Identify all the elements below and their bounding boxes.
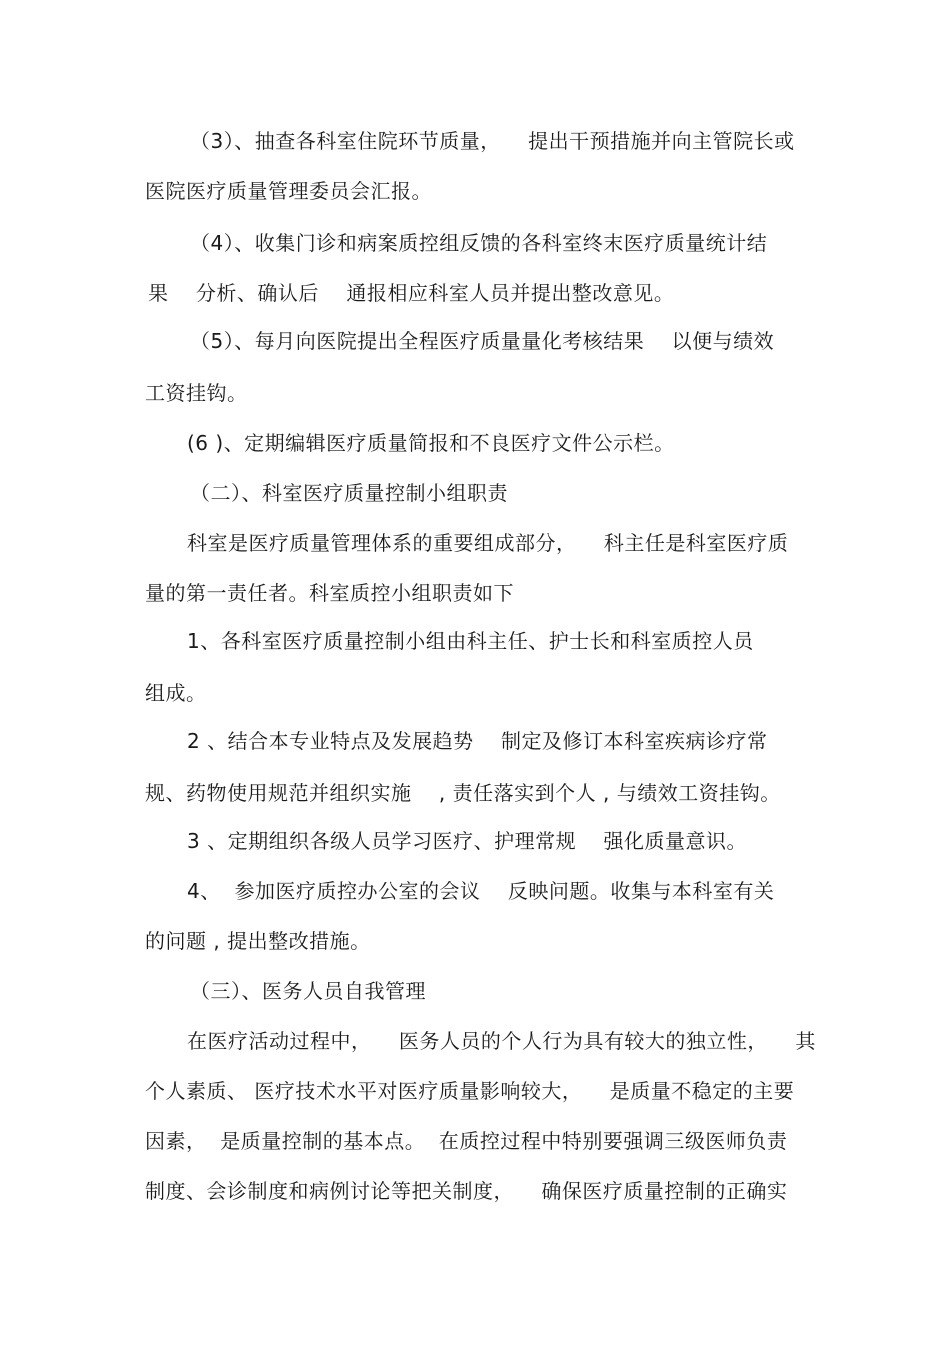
section-heading: （二）、科室医疗质量控制小组职责 [190, 481, 508, 505]
paragraph-line: （5）、每月向医院提出全程医疗质量量化考核结果 以便与绩效 [190, 329, 775, 353]
paragraph-line: (6 )、定期编辑医疗质量简报和不良医疗文件公示栏。 [187, 431, 675, 455]
paragraph-line: 医院医疗质量管理委员会汇报。 [145, 179, 432, 203]
paragraph-line: 量的第一责任者。科室质控小组职责如下 [145, 581, 514, 605]
paragraph-line: 规、药物使用规范并组织实施 , 责任落实到个人 , 与绩效工资挂钩。 [145, 781, 781, 805]
paragraph-line: 的问题 , 提出整改措施。 [145, 929, 371, 953]
paragraph-line: 2 、结合本专业特点及发展趋势 制定及修订本科室疾病诊疗常 [187, 729, 768, 753]
paragraph-line: 组成。 [145, 681, 207, 705]
paragraph-line: 个人素质、 医疗技术水平对医疗质量影响较大， 是质量不稳定的主要 [145, 1079, 795, 1103]
paragraph-line: 在医疗活动过程中， 医务人员的个人行为具有较大的独立性， 其 [187, 1029, 816, 1053]
paragraph-line: 4、 参加医疗质控办公室的会议 反映问题。收集与本科室有关 [187, 879, 775, 903]
paragraph-line: 科室是医疗质量管理体系的重要组成部分， 科主任是科室医疗质 [187, 531, 789, 555]
section-heading: （三）、医务人员自我管理 [190, 979, 426, 1003]
paragraph-line: 因素， 是质量控制的基本点。 在质控过程中特别要强调三级医师负责 [145, 1129, 788, 1153]
paragraph-line: 果 分析、确认后 通报相应科室人员并提出整改意见。 [148, 281, 675, 305]
paragraph-line: （3）、抽查各科室住院环节质量， 提出干预措施并向主管院长或 [190, 129, 795, 153]
paragraph-line: 3 、定期组织各级人员学习医疗、护理常规 强化质量意识。 [187, 829, 748, 853]
paragraph-line: （4）、收集门诊和病案质控组反馈的各科室终末医疗质量统计结 [190, 231, 768, 255]
paragraph-line: 制度、会诊制度和病例讨论等把关制度， 确保医疗质量控制的正确实 [145, 1179, 788, 1203]
paragraph-line: 工资挂钩。 [145, 381, 248, 405]
paragraph-line: 1、各科室医疗质量控制小组由科主任、护士长和科室质控人员 [187, 629, 754, 653]
